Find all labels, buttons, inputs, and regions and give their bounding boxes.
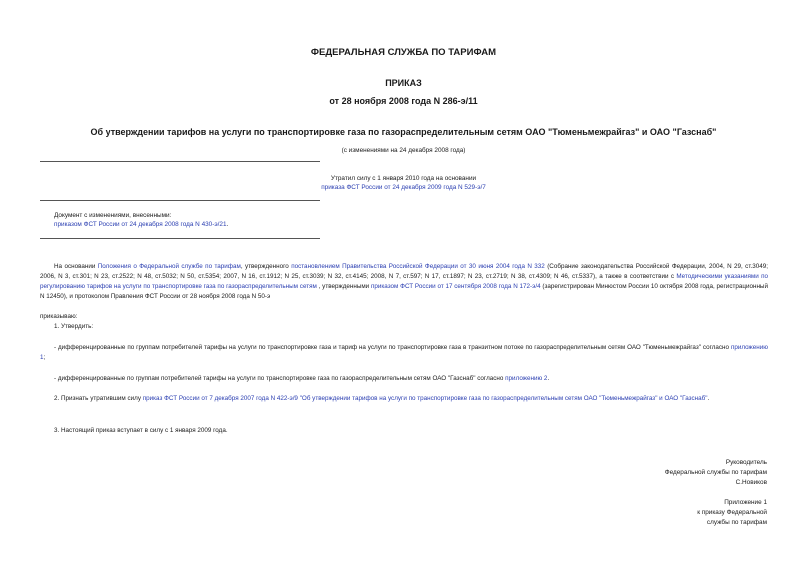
appendix-2-link[interactable]: приложению 2 (505, 375, 548, 382)
signature-name: С.Новиков (735, 479, 767, 486)
preamble-link-regulation[interactable]: Положения о Федеральной службе по тарифам (97, 263, 241, 270)
item-3: 3. Настоящий приказ вступает в силу с 1 января 2009 года. (54, 427, 228, 434)
doc-date: от 28 ноября 2008 года N 286-э/11 (329, 96, 478, 106)
order-word: приказываю: (40, 313, 78, 320)
amendments-note: (с изменениями на 24 декабря 2008 года) (341, 147, 466, 154)
changes-link[interactable]: приказом ФСТ России от 24 декабря 2008 года N 430-э/21 (54, 221, 227, 228)
divider (40, 161, 320, 162)
preamble-paragraph: На основании Положения о Федеральной службе по тарифам, утвержденного постановлением Правительства Российской Федерации от 30 июня 2004 года N 332 (Собрание законодательства Российской Федерации, 2004, N 29, ст.3049; 2006, N 3, ст.301; N 23, ст.2522; N 48, ст.5032; N 50, ст.5354; 2007, N 16, ст.1912; N 25, ст.3039; N 32, ст.4145; 2008, N 7, ст.597; N 17, ст.1897; N 23, ст.2719; N 38, ст.4309; N 46, ст.5337), а также в соответствии с Методическими указаниями по регулированию тарифов на услуги по транспортировке газа по газораспределительным сетям , утвержденными приказом ФСТ России от 17 сентября 2008 года N 172-э/4 (зарегистрирован Минюстом России 10 октября 2008 года, регистрационный N 12450), и протоколом Правления ФСТ России от 28 ноября 2008 года N 50-э (40, 263, 769, 300)
preamble-link-guidelines[interactable]: Методическими указаниями по регулированию тарифов на услуги по транспортировке газа по газораспределительным сетям (40, 273, 768, 290)
preamble-link-resolution[interactable]: постановлением Правительства Российской Федерации от 30 июня 2004 года N 332 (291, 263, 545, 270)
signature-position: Руководитель (725, 459, 767, 466)
appendix-title: Приложение 1 (724, 499, 767, 506)
appendix-1-link[interactable]: приложению 1 (40, 344, 768, 361)
agency-name: ФЕДЕРАЛЬНАЯ СЛУЖБА ПО ТАРИФАМ (310, 47, 497, 58)
signature-block (467, 458, 767, 488)
preamble-link-order[interactable]: приказом ФСТ России от 17 сентября 2008 года N 172-э/4 (370, 283, 541, 290)
status-text: Утратил силу с 1 января 2010 года на основании (330, 175, 477, 182)
repealed-order-link[interactable]: приказ ФСТ России от 7 декабря 2007 года N 422-э/9 "Об утверждении тарифов на услуги по транспортировке газа по газораспределительным сетям ОАО "Тюменьмежрайгаз" и ОАО "Газснаб" (142, 395, 708, 402)
doc-title: Об утверждении тарифов на услуги по транспортировке газа по газораспределительным сетям ОАО "Тюменьмежрайгаз" и ОАО "Газснаб" (90, 127, 717, 137)
changes-text: Документ с изменениями, внесенными: (54, 212, 172, 219)
divider (40, 200, 320, 201)
divider (40, 238, 320, 239)
item-2: 2. Признать утратившим силу приказ ФСТ России от 7 декабря 2007 года N 422-э/9 "Об утверждении тарифов на услуги по транспортировке газа по газораспределительным сетям ОАО "Тюменьмежрайгаз" и ОАО "Газснаб". (54, 395, 710, 402)
item-1: 1. Утвердить: (54, 323, 94, 330)
appendix-ref-1: к приказу Федеральной (697, 509, 767, 516)
doc-type: ПРИКАЗ (385, 78, 422, 88)
bullet-1: - дифференцированные по группам потребителей тарифы на услуги по транспортировке газа и тариф на услуги по транспортировке газа в транзитном потоке по газораспределительным сетям ОАО "Тюменьмежрайгаз" согласно приложению 1; (40, 344, 768, 361)
signature-agency: Федеральной службы по тарифам (664, 469, 767, 476)
appendix-header (467, 498, 767, 528)
bullet-2: - дифференцированные по группам потребителей тарифы на услуги по транспортировке газа по газораспределительным сетям ОАО "Газснаб" согласно приложению 2. (54, 375, 550, 382)
status-box (0, 174, 807, 192)
status-link[interactable]: приказа ФСТ России от 24 декабря 2009 года N 529-э/7 (321, 184, 486, 191)
changes-box: Документ с изменениями, внесенными: приказом ФСТ России от 24 декабря 2008 года N 430-э/21. (54, 211, 354, 229)
appendix-ref-2: службы по тарифам (706, 519, 767, 526)
